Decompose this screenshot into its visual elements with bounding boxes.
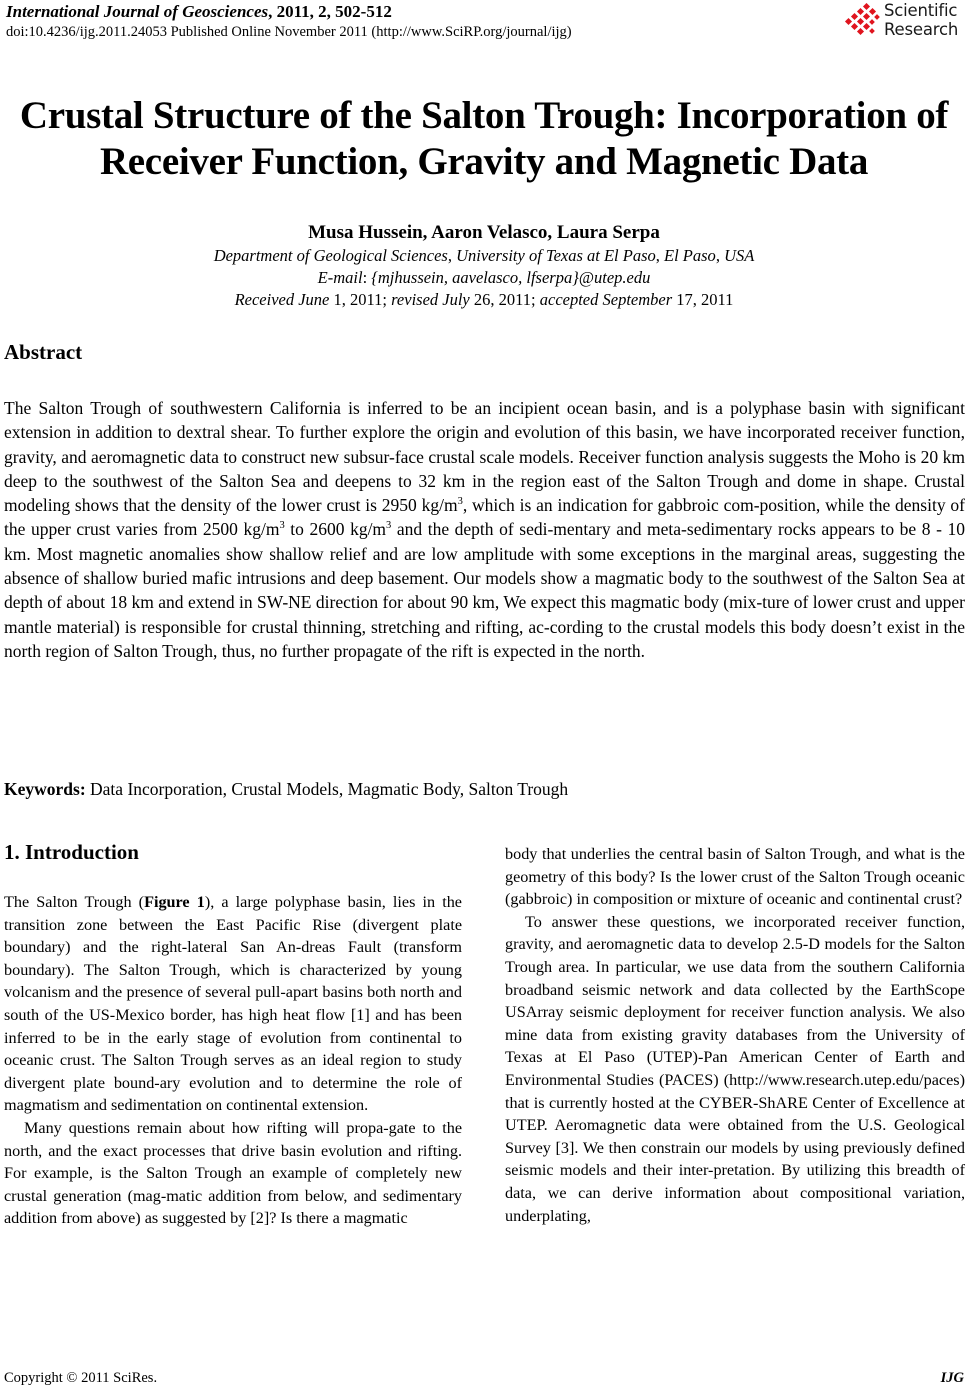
right-column — [505, 843, 965, 1227]
keywords-value: Data Incorporation, Crustal Models, Magmatic Body, Salton Trough — [85, 779, 569, 799]
intro-paragraph-3: To answer these questions, we incorporated receiver function, gravity, and aeromagnetic data to develop 2.5-D models for the Salton Trough area. In particular, we use data from the southern California broadband seismic network and data collected by the EarthScope USArray seismic deployment for receiver function analysis. We also mine data from existing gravity databases from the University of Texas at El Paso (UTEP)-Pan American Center of Earth and Environmental Studies (PACES) (http://www.research.utep.edu/paces) that is currently hosted at the CYBER-ShARE Center of Excellence at UTEP. Aeromagnetic data were obtained from the U.S. Geological Survey [3]. We then constrain our models by using previously defined seismic models and their inter-pretation. By utilizing this breadth of data, we can derive information about compositional variation, underplating, — [505, 912, 965, 1225]
figure-1-reference[interactable]: Figure 1 — [144, 893, 205, 911]
intro-paragraph-2-continued: body that underlies the central basin of Salton Trough, and what is the geometry of this body? Is the lower crust of the Salton Trough oceanic (gabbroic) in composition or mixture of oceanic and continental crust? — [505, 845, 965, 909]
publisher-logo — [844, 1, 966, 41]
scientific-research-diamond-logo-icon — [844, 3, 882, 39]
journal-name: International Journal of Geosciences — [6, 2, 269, 21]
paper-authors: Musa Hussein, Aaron Velasco, Laura Serpa — [308, 222, 660, 243]
abstract-body: The Salton Trough of southwestern California is inferred to be an incipient ocean basin, and is a polyphase basin with significant extension in addition to dextral shear. To further explore the origin and evolution of this basin, we have incorporated receiver function, gravity, and aeromagnetic data to construct new subsur-face crustal scale models. Receiver function analysis suggests the Moho is 20 km deep to the southwest of the Salton Sea and deepens to 32 km in the region east of the Salton Trough and dome in shape. Crustal modeling shows that the density of the lower crust is 2950 $kg/m^3$, which is an indication for gabbroic com-position, while the density of the upper crust varies from 2500 $kg/m^3$ to 2600 $kg/m^3$ and the depth of sedi-mentary and meta-sedimentary rocks appears to be 8 - 10 km. Most magnetic anomalies show shallow relief and are low amplitude with some exceptions in the marginal areas, suggesting the absence of shallow buried mafic intrusions and deep basement. Our models show a magmatic body to the southwest of the Salton Sea at depth of about 18 km and extend in SW-NE direction for about 90 km, We expect this magmatic body (mix-ture of lower crust and upper mantle material) is responsible for crustal thinning, stretching and rifting, ac-cording to the crustal models this body doesn’t exist in the north region of Salton Trough, thus, no further propagate of the rift is expected in the north. — [4, 398, 965, 661]
paper-title: Crustal Structure of the Salton Trough: Incorporation of Receiver Function, Gravity and Magnetic Data — [19, 94, 949, 183]
section-heading-introduction: 1. Introduction — [4, 840, 139, 864]
keywords — [4, 777, 568, 801]
left-column — [4, 891, 462, 1230]
intro-paragraph-1: The Salton Trough (Figure 1), a large polyphase basin, lies in the transition zone between the East Pacific Rise (divergent plate boundary) and the right-lateral San An-dreas Fault (transform boundary). The Salton Trough, which is characterized by young volcanism and the presence of several pull-apart basins both north and south of the US-Mexico border, has high heat flow [1] and has been inferred to be in the early stage of evolution from continental to oceanic crust. The Salton Trough serves as an ideal region to study divergent plate bound-ary evolution and to determine the role of magmatism and sedimentation on continental extension. — [4, 893, 462, 1115]
logo-text: Scientific Research — [884, 1, 959, 39]
email-address[interactable]: {mjhussein, aavelasco, lfserpa}@utep.edu — [371, 268, 651, 287]
footer-copyright: Copyright © 2011 SciRes. — [4, 1370, 158, 1386]
intro-paragraph-2: Many questions remain about how rifting will propa-gate to the north, and the exact processes that drive basin evolution and rifting. For example, is the Salton Trough an example of completely new crustal generation (mag-matic addition from below, and sedimentary addition from above) as suggested by [2]? Is there a magmatic — [4, 1118, 462, 1228]
doi-line: doi:10.4236/ijg.2011.24053 Published Online November 2011 (http://www.SciRP.org/journal/ijg) — [6, 24, 572, 40]
journal-citation — [6, 2, 572, 22]
publication-dates: Received June 1, 2011; revised July 26, 2011; accepted September 17, 2011 — [234, 290, 734, 309]
abstract-heading: Abstract — [4, 340, 83, 364]
email-line: E-mail: {mjhussein, aavelasco, lfserpa}@utep.edu — [317, 268, 651, 287]
affiliation: Department of Geological Sciences, University of Texas at El Paso, El Paso, USA — [213, 246, 755, 265]
journal-volume: , 2011, 2, 502-512 — [268, 2, 392, 21]
running-head — [6, 2, 572, 42]
keywords-label: Keywords: — [4, 779, 86, 799]
footer-journal-abbr: IJG — [940, 1370, 964, 1386]
